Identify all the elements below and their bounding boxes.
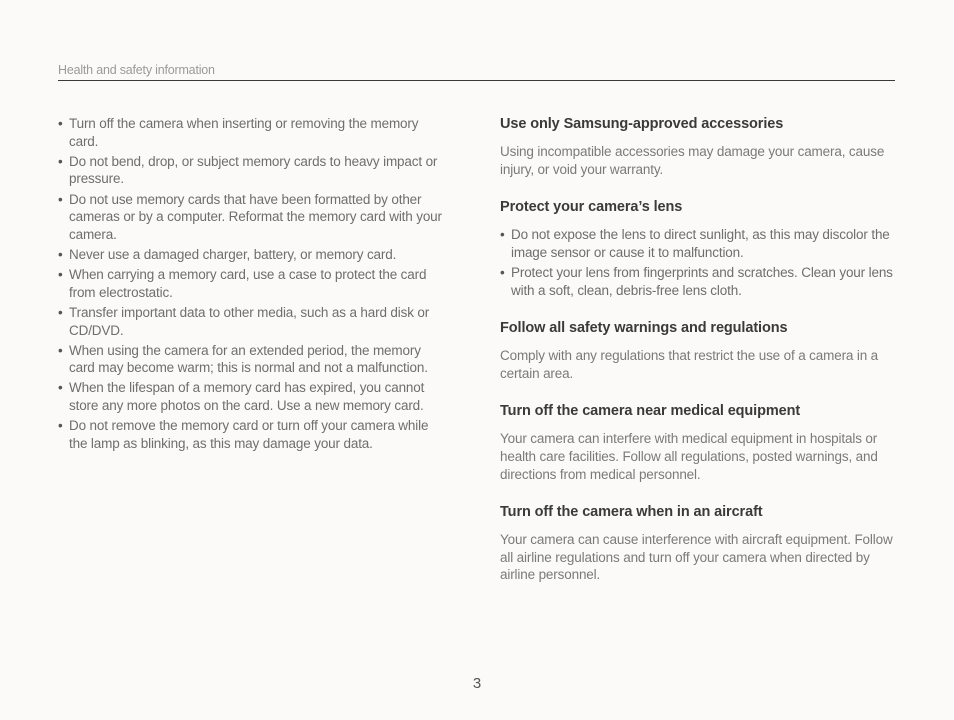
header-title: Health and safety information [58,63,215,77]
section-lens [500,198,895,299]
bullet-icon: • [500,264,505,280]
list-item [58,115,450,150]
bullet-icon: • [58,342,63,358]
section-body: Your camera can cause interference with aircraft equipment. Follow all airline regulations and turn off your camera when directed by airline personnel. [500,532,893,583]
list-item [58,342,450,377]
section-accessories [500,115,895,178]
list-item [58,191,450,244]
bullet-icon: • [58,191,63,207]
bullet-text: When using the camera for an extended period, the memory card may become warm; this is normal and not a malfunction. [69,342,428,376]
bullet-text: Transfer important data to other media, such as a hard disk or CD/DVD. [69,304,430,338]
bullet-icon: • [58,116,63,131]
bullet-text: When carrying a memory card, use a case to protect the card from electrostatic. [69,267,427,300]
left-column [58,115,450,455]
section-aircraft [500,503,895,584]
section-heading: Protect your camera’s lens [500,199,683,216]
section-safety-regulations [500,319,895,382]
lens-bullet-list [500,226,895,299]
section-body: Your camera can interfere with medical equipment in hospitals or health care facilities. Follow all regulations, posted warnings, and directions from medical personnel. [500,431,878,482]
bullet-text: Do not bend, drop, or subject memory cards to heavy impact or pressure. [69,153,438,187]
list-item [58,417,450,452]
bullet-icon: • [58,246,63,262]
bullet-icon: • [500,227,505,243]
list-item [500,264,895,299]
bullet-text: Do not remove the memory card or turn off your camera while the lamp as blinking, as this may damage your data. [69,418,429,451]
bullet-text: Turn off the camera when inserting or removing the memory card. [69,116,419,149]
section-body: Using incompatible accessories may damage your camera, cause injury, or void your warranty. [500,144,885,177]
bullet-text: Protect your lens from fingerprints and scratches. Clean your lens with a soft, clean, debris-free lens cloth. [511,264,893,298]
bullet-text: When the lifespan of a memory card has expired, you cannot store any more photos on the card. Use a new memory card. [69,380,425,414]
bullet-text: Do not expose the lens to direct sunlight, as this may discolor the image sensor or cause it to malfunction. [511,227,890,260]
list-item [58,379,450,414]
memory-card-bullet-list [58,115,450,452]
bullet-icon: • [58,267,63,283]
section-heading: Turn off the camera when in an aircraft [500,504,763,521]
section-heading: Use only Samsung-approved accessories [500,116,784,132]
page-number: 3 [472,675,482,692]
section-body: Comply with any regulations that restrict the use of a camera in a certain area. [500,348,879,381]
section-heading: Follow all safety warnings and regulations [500,320,788,337]
list-item [58,304,450,339]
list-item [58,246,450,264]
bullet-icon: • [58,304,63,320]
list-item [58,153,450,188]
bullet-icon: • [58,153,63,169]
list-item [500,226,895,261]
section-heading: Turn off the camera near medical equipment [500,403,801,420]
bullet-text: Never use a damaged charger, battery, or memory card. [69,246,397,262]
right-column [500,115,895,604]
bullet-icon: • [58,380,63,396]
bullet-icon: • [58,418,63,434]
bullet-text: Do not use memory cards that have been formatted by other cameras or by a computer. Reformat the memory card with your camera. [69,191,442,242]
list-item [58,266,450,301]
page-header [58,62,895,81]
section-medical-equipment [500,402,895,483]
